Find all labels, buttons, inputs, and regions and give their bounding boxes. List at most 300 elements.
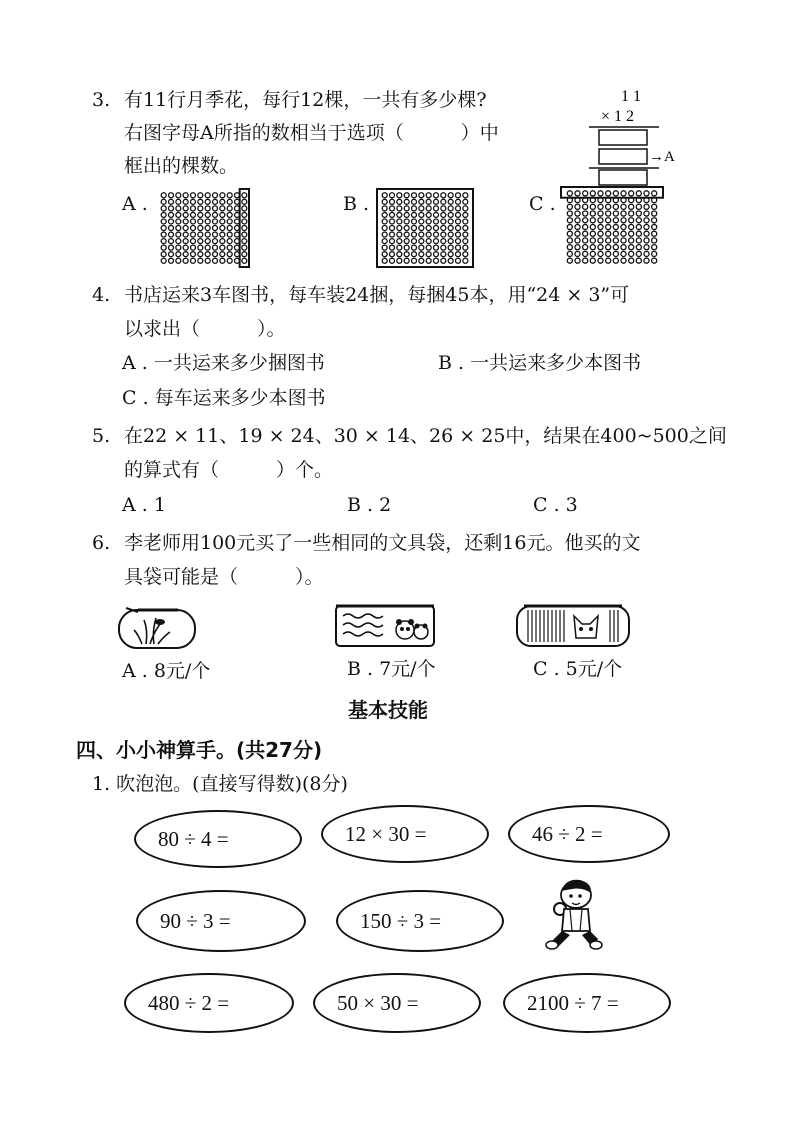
- flower-dot: [448, 199, 453, 204]
- flower-dot: [220, 206, 225, 211]
- q5-option-b: B . 2: [347, 494, 392, 516]
- flower-dot: [456, 193, 461, 198]
- q4-line2: 以求出（ ）。: [124, 318, 286, 340]
- flower-dot: [426, 219, 431, 224]
- flower-dot: [636, 238, 641, 243]
- q3-option-b-label: B .: [343, 193, 370, 215]
- vertical-multiplier: × 1 2: [601, 108, 635, 125]
- flower-dot: [621, 218, 626, 223]
- flower-dot: [448, 206, 453, 211]
- flower-dot: [198, 252, 203, 257]
- flower-dot: [404, 245, 409, 250]
- q4-number: 4.: [92, 284, 111, 306]
- flower-dot: [456, 199, 461, 204]
- flower-dot: [598, 231, 603, 236]
- flower-dot: [463, 199, 468, 204]
- flower-dot: [463, 193, 468, 198]
- flower-dot: [613, 218, 618, 223]
- flower-dot: [183, 193, 188, 198]
- flower-dot: [213, 245, 218, 250]
- q5-option-c: C . 3: [533, 494, 578, 516]
- flower-dot: [629, 218, 634, 223]
- flower-dot: [382, 226, 387, 231]
- flower-dot: [629, 245, 634, 250]
- flower-dot: [169, 199, 174, 204]
- flower-dot: [652, 218, 657, 223]
- q3-number: 3.: [92, 89, 111, 111]
- flower-dot: [629, 224, 634, 229]
- flower-dot: [598, 191, 603, 196]
- flower-dot: [590, 204, 595, 209]
- vertical-box-a: [599, 149, 647, 164]
- flower-dot: [161, 206, 166, 211]
- flower-dot: [583, 218, 588, 223]
- flower-dot: [567, 218, 572, 223]
- flower-dot: [242, 199, 247, 204]
- flower-dot: [220, 258, 225, 263]
- flower-dot: [404, 239, 409, 244]
- bubble-7[interactable]: [313, 973, 481, 1033]
- flower-dot: [613, 204, 618, 209]
- flower-dot: [213, 199, 218, 204]
- flower-dot: [590, 251, 595, 256]
- flower-dot: [220, 193, 225, 198]
- flower-dot: [169, 239, 174, 244]
- flower-dot: [567, 211, 572, 216]
- part4-sub1: 1. 吹泡泡。(直接写得数)(8分): [92, 773, 348, 795]
- flower-dot: [183, 232, 188, 237]
- flower-dot: [613, 251, 618, 256]
- flower-dot: [390, 212, 395, 217]
- flower-dot: [176, 239, 181, 244]
- vertical-top-number: 1 1: [621, 88, 641, 105]
- flower-dot: [583, 224, 588, 229]
- flower-dot: [419, 206, 424, 211]
- bubble-4[interactable]: [136, 890, 306, 952]
- flower-dot: [169, 252, 174, 257]
- flower-dot: [183, 206, 188, 211]
- bubble-8-expr: 2100 ÷ 7 =: [527, 990, 619, 1015]
- flower-dot: [441, 212, 446, 217]
- flower-dot: [448, 226, 453, 231]
- bubble-6-expr: 480 ÷ 2 =: [148, 990, 230, 1015]
- flower-dot: [419, 226, 424, 231]
- flower-dot: [448, 245, 453, 250]
- flower-dot: [227, 219, 232, 224]
- q5-number: 5.: [92, 425, 111, 447]
- flower-dot: [176, 199, 181, 204]
- flower-dot: [169, 219, 174, 224]
- flower-dot: [598, 238, 603, 243]
- flower-dot: [397, 245, 402, 250]
- flower-dot: [227, 245, 232, 250]
- q3-line1: 有11行月季花，每行12棵，一共有多少棵?: [124, 89, 487, 111]
- flower-dot: [382, 212, 387, 217]
- flower-dot: [390, 199, 395, 204]
- flower-dot: [176, 232, 181, 237]
- flower-dot: [613, 224, 618, 229]
- flower-dot: [390, 245, 395, 250]
- flower-dot: [575, 238, 580, 243]
- flower-dot: [644, 191, 649, 196]
- flower-dot: [242, 226, 247, 231]
- flower-dot: [590, 245, 595, 250]
- flower-dot: [575, 231, 580, 236]
- flower-dot: [583, 204, 588, 209]
- flower-dot: [606, 224, 611, 229]
- flower-dot: [220, 212, 225, 217]
- flower-dot: [598, 211, 603, 216]
- flower-dot: [606, 231, 611, 236]
- q4-option-a: A . 一共运来多少捆图书: [122, 352, 325, 374]
- flower-dot: [441, 258, 446, 263]
- q6-line1: 李老师用100元买了一些相同的文具袋，还剩16元。他买的文: [124, 532, 641, 554]
- flower-dot: [419, 219, 424, 224]
- flower-dot: [397, 199, 402, 204]
- flower-dot: [198, 258, 203, 263]
- flower-dot: [448, 212, 453, 217]
- flower-dot: [621, 204, 626, 209]
- flower-dot: [463, 252, 468, 257]
- flower-dot: [426, 232, 431, 237]
- vertical-box-result: [599, 170, 647, 185]
- q6-option-a: A . 8元/个: [122, 660, 211, 682]
- flower-dot: [161, 193, 166, 198]
- flower-dot: [598, 204, 603, 209]
- flower-dot: [242, 212, 247, 217]
- flower-dot: [390, 193, 395, 198]
- bubble-4-expr: 90 ÷ 3 =: [160, 908, 231, 933]
- flower-dot: [426, 258, 431, 263]
- flower-dot: [176, 212, 181, 217]
- flower-dot: [456, 219, 461, 224]
- flower-dot: [213, 212, 218, 217]
- flower-dot: [567, 191, 572, 196]
- flower-dot: [613, 211, 618, 216]
- flower-dot: [590, 218, 595, 223]
- flower-dot: [227, 206, 232, 211]
- flower-dot: [621, 231, 626, 236]
- flower-dot: [191, 232, 196, 237]
- flower-dot: [644, 251, 649, 256]
- flower-dot: [426, 252, 431, 257]
- flower-dot: [220, 226, 225, 231]
- flower-dot: [419, 239, 424, 244]
- flower-dot: [434, 206, 439, 211]
- flower-dot: [598, 245, 603, 250]
- flower-dot: [382, 232, 387, 237]
- flower-dot: [205, 206, 210, 211]
- flower-dot: [213, 252, 218, 257]
- flower-dot: [213, 258, 218, 263]
- flower-dot: [583, 251, 588, 256]
- flower-dot: [419, 193, 424, 198]
- bubble-3[interactable]: [508, 805, 670, 863]
- flower-dot: [227, 193, 232, 198]
- vertical-multiplication: [585, 84, 695, 188]
- flower-dot: [198, 193, 203, 198]
- flower-dot: [606, 251, 611, 256]
- flower-dot: [183, 219, 188, 224]
- q5-line1: 在22 × 11、19 × 24、30 × 14、26 × 25中，结果在400~500之间: [124, 425, 727, 447]
- q6-option-b: B . 7元/个: [347, 658, 436, 680]
- flower-dot: [575, 218, 580, 223]
- q3-option-c-label: C .: [529, 193, 556, 215]
- flower-dot: [456, 212, 461, 217]
- flower-dot: [606, 218, 611, 223]
- flower-dot: [419, 252, 424, 257]
- flower-dot: [629, 204, 634, 209]
- flower-dot: [652, 204, 657, 209]
- flower-dot: [191, 199, 196, 204]
- flower-dot: [183, 258, 188, 263]
- flower-dot: [621, 191, 626, 196]
- flower-dot: [382, 239, 387, 244]
- vertical-box-1: [599, 130, 647, 145]
- flower-dot: [621, 251, 626, 256]
- flower-dot: [644, 258, 649, 263]
- flower-dot: [205, 226, 210, 231]
- flower-dot: [412, 239, 417, 244]
- flower-dot: [636, 251, 641, 256]
- flower-dot: [412, 206, 417, 211]
- flower-dot: [613, 231, 618, 236]
- flower-dot: [606, 258, 611, 263]
- flower-dot: [382, 193, 387, 198]
- flower-dot: [412, 199, 417, 204]
- flower-dot: [397, 252, 402, 257]
- flower-dot: [191, 239, 196, 244]
- flower-dot: [404, 219, 409, 224]
- flower-dot: [397, 206, 402, 211]
- flower-dot: [213, 219, 218, 224]
- flower-dot: [463, 226, 468, 231]
- flower-dot: [412, 232, 417, 237]
- flower-dot: [426, 212, 431, 217]
- flower-dot: [456, 206, 461, 211]
- flower-dot: [575, 258, 580, 263]
- flower-dot: [220, 239, 225, 244]
- flower-dot: [606, 245, 611, 250]
- flower-dot: [456, 226, 461, 231]
- flower-dot: [176, 226, 181, 231]
- flower-dot: [644, 231, 649, 236]
- flower-dot: [183, 226, 188, 231]
- flower-dot: [161, 212, 166, 217]
- flower-dot: [441, 232, 446, 237]
- flower-dot: [382, 245, 387, 250]
- flower-dot: [404, 193, 409, 198]
- flower-dot: [419, 245, 424, 250]
- flower-dot: [227, 232, 232, 237]
- flower-dot: [213, 193, 218, 198]
- flower-dot: [205, 199, 210, 204]
- flower-dot: [169, 258, 174, 263]
- flower-dot: [613, 238, 618, 243]
- flower-dot: [205, 212, 210, 217]
- flower-dot: [456, 252, 461, 257]
- flower-dot: [434, 219, 439, 224]
- flower-dot: [463, 212, 468, 217]
- flower-dot: [441, 245, 446, 250]
- flower-dot: [567, 231, 572, 236]
- flower-dot: [575, 245, 580, 250]
- flower-dot: [404, 226, 409, 231]
- flower-dot: [404, 252, 409, 257]
- flower-dot: [441, 206, 446, 211]
- flower-dot: [448, 219, 453, 224]
- flower-dot: [590, 231, 595, 236]
- dot-grid-option-c: [560, 186, 664, 268]
- cartoon-boy-image: [542, 875, 608, 955]
- flower-dot: [382, 258, 387, 263]
- flower-dot: [456, 258, 461, 263]
- bubble-8[interactable]: [503, 973, 671, 1033]
- q3-option-a-label: A .: [122, 193, 148, 215]
- flower-dot: [636, 245, 641, 250]
- flower-dot: [434, 232, 439, 237]
- flower-dot: [434, 226, 439, 231]
- flower-dot: [390, 206, 395, 211]
- flower-dot: [242, 219, 247, 224]
- flower-dot: [434, 258, 439, 263]
- bubble-5[interactable]: [336, 890, 504, 952]
- vertical-arrow-a: →A: [649, 149, 675, 165]
- flower-dot: [397, 232, 402, 237]
- flower-dot: [636, 224, 641, 229]
- flower-dot: [575, 204, 580, 209]
- flower-dot: [242, 252, 247, 257]
- flower-dot: [169, 245, 174, 250]
- flower-dot: [227, 258, 232, 263]
- flower-dot: [448, 239, 453, 244]
- flower-dot: [161, 219, 166, 224]
- flower-dot: [629, 231, 634, 236]
- flower-dot: [448, 258, 453, 263]
- flower-dot: [575, 224, 580, 229]
- flower-dot: [227, 239, 232, 244]
- flower-dot: [598, 258, 603, 263]
- flower-dot: [404, 232, 409, 237]
- flower-dot: [652, 191, 657, 196]
- flower-dot: [636, 204, 641, 209]
- flower-dot: [583, 191, 588, 196]
- flower-dot: [629, 258, 634, 263]
- flower-dot: [644, 204, 649, 209]
- flower-dot: [567, 258, 572, 263]
- flower-dot: [434, 239, 439, 244]
- flower-dot: [441, 239, 446, 244]
- flower-dot: [404, 212, 409, 217]
- flower-dot: [183, 252, 188, 257]
- flower-dot: [397, 212, 402, 217]
- flower-dot: [613, 245, 618, 250]
- flower-dot: [169, 232, 174, 237]
- flower-dot: [397, 219, 402, 224]
- flower-dot: [220, 199, 225, 204]
- flower-dot: [434, 252, 439, 257]
- flower-dot: [583, 211, 588, 216]
- flower-dot: [198, 206, 203, 211]
- flower-dot: [583, 245, 588, 250]
- flower-dot: [220, 245, 225, 250]
- flower-dot: [227, 252, 232, 257]
- flower-dot: [412, 193, 417, 198]
- flower-dot: [583, 238, 588, 243]
- flower-dot: [205, 232, 210, 237]
- flower-dot: [463, 206, 468, 211]
- flower-dot: [390, 239, 395, 244]
- flower-dot: [191, 245, 196, 250]
- bubble-5-expr: 150 ÷ 3 =: [360, 908, 442, 933]
- flower-dot: [644, 245, 649, 250]
- flower-dot: [567, 204, 572, 209]
- bubble-2[interactable]: [321, 805, 489, 863]
- flower-dot: [404, 199, 409, 204]
- flower-dot: [441, 219, 446, 224]
- flower-dot: [161, 226, 166, 231]
- flower-dot: [242, 206, 247, 211]
- q4-option-b: B . 一共运来多少本图书: [438, 352, 642, 374]
- flower-dot: [606, 238, 611, 243]
- flower-dot: [242, 232, 247, 237]
- flower-dot: [426, 226, 431, 231]
- flower-dot: [652, 238, 657, 243]
- flower-dot: [590, 238, 595, 243]
- bubble-6[interactable]: [124, 973, 294, 1033]
- flower-dot: [397, 226, 402, 231]
- flower-dot: [644, 224, 649, 229]
- flower-dot: [441, 193, 446, 198]
- flower-dot: [176, 219, 181, 224]
- flower-dot: [176, 193, 181, 198]
- flower-dot: [198, 245, 203, 250]
- flower-dot: [448, 232, 453, 237]
- flower-dot: [426, 199, 431, 204]
- flower-dot: [183, 245, 188, 250]
- q4-option-c: C . 每车运来多少本图书: [122, 387, 326, 409]
- flower-dot: [404, 206, 409, 211]
- flower-dot: [434, 199, 439, 204]
- flower-dot: [191, 206, 196, 211]
- flower-dot: [583, 231, 588, 236]
- bubble-3-expr: 46 ÷ 2 =: [532, 821, 603, 846]
- flower-dot: [191, 219, 196, 224]
- flower-dot: [434, 245, 439, 250]
- flower-dot: [575, 211, 580, 216]
- flower-dot: [397, 258, 402, 263]
- flower-dot: [456, 239, 461, 244]
- dot-grid-option-b: [375, 188, 475, 268]
- flower-dot: [412, 212, 417, 217]
- pencil-bag-b-image: [333, 600, 437, 650]
- flower-dot: [213, 206, 218, 211]
- bubble-1[interactable]: [134, 810, 302, 868]
- flower-dot: [419, 232, 424, 237]
- flower-dot: [606, 204, 611, 209]
- q6-number: 6.: [92, 532, 111, 554]
- flower-dot: [629, 238, 634, 243]
- flower-dot: [621, 224, 626, 229]
- flower-dot: [567, 238, 572, 243]
- flower-dot: [220, 219, 225, 224]
- pencil-bag-a-image: [116, 602, 198, 652]
- flower-dot: [652, 211, 657, 216]
- flower-dot: [456, 245, 461, 250]
- flower-dot: [242, 193, 247, 198]
- flower-dot: [590, 191, 595, 196]
- flower-dot: [463, 219, 468, 224]
